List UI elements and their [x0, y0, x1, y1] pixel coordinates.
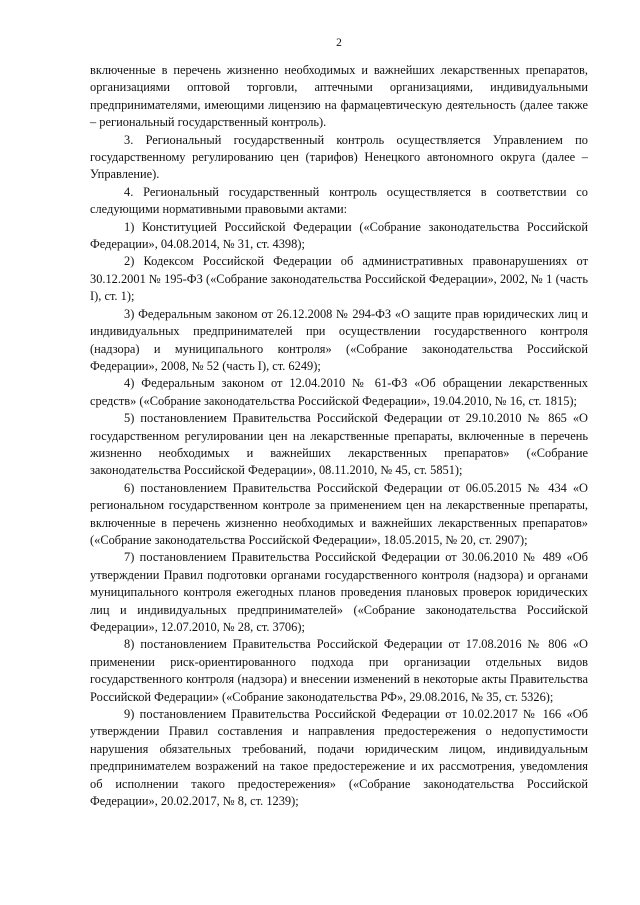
document-body	[90, 62, 588, 810]
list-item-8: 8) постановлением Правительства Российской Федерации от 17.08.2016 № 806 «О применении риск-ориентированного подхода при организации отдельных видов государственного контроля (надзора) и внесении изменений в некоторые акты Правительства Российской Федерации» («Собрание законодательства РФ», 29.08.2016, № 35, ст. 5326);	[90, 637, 588, 704]
page-number: 2	[336, 37, 342, 49]
list-item-4: 4) Федеральным законом от 12.04.2010 № 61-ФЗ «Об обращении лекарственных средств» («Собрание законодательства Российской Федерации», 19.04.2010, № 16, ст. 1815);	[90, 376, 588, 408]
paragraph-item-3: 3. Региональный государственный контроль осуществляется Управлением по государственному регулированию цен (тарифов) Ненецкого автономного округа (далее – Управление).	[90, 132, 588, 182]
list-item-6: 6) постановлением Правительства Российской Федерации от 06.05.2015 № 434 «О региональном государственном контроле за применением цен на лекарственные препараты, включенные в перечень жизненно необходимых и важнейших лекарственных препаратов» («Собрание законодательства Российской Федерации», 18.05.2015, № 20, ст. 2907);	[90, 480, 588, 547]
paragraph-continuation: включенные в перечень жизненно необходимых и важнейших лекарственных препаратов, организациями оптовой торговли, аптечными организациями, индивидуальными предпринимателями, имеющими лицензию на фармацевтическую деятельность (далее также – региональный государственный контроль).	[90, 63, 588, 130]
list-item-7: 7) постановлением Правительства Российской Федерации от 30.06.2010 № 489 «Об утверждении Правил подготовки органами государственного контроля (надзора) и органами муниципального контроля ежегодных планов проведения плановых проверок юридических лиц и индивидуальных предпринимателей» («Собрание законодательства Российской Федерации», 12.07.2010, № 28, ст. 3706);	[90, 550, 588, 634]
list-item-5: 5) постановлением Правительства Российской Федерации от 29.10.2010 № 865 «О государственном регулировании цен на лекарственные препараты, включенные в перечень жизненно необходимых и важнейших лекарственных препаратов» («Собрание законодательства Российской Федерации», 08.11.2010, № 45, ст. 5851);	[90, 411, 588, 478]
list-item-1: 1) Конституцией Российской Федерации («Собрание законодательства Российской Федерации», 04.08.2014, № 31, ст. 4398);	[90, 219, 588, 252]
list-item-2: 2) Кодексом Российской Федерации об административных правонарушениях от 30.12.2001 № 195-ФЗ («Собрание законодательства Российской Федерации», 2002, № 1 (часть I), ст. 1);	[90, 254, 588, 304]
list-item-9: 9) постановлением Правительства Российской Федерации от 10.02.2017 № 166 «Об утверждении Правил составления и направления предостережения о недопустимости нарушения обязательных требований, подачи юридическим лицом, индивидуальным предпринимателем возражений на такое предостережение и их рассмотрения, уведомления об исполнении такого предостережения» («Собрание законодательства Российской Федерации», 20.02.2017, № 8, ст. 1239);	[90, 707, 588, 809]
paragraph-item-4: 4. Региональный государственный контроль осуществляется в соответствии со следующими нормативными правовыми актами:	[90, 184, 588, 217]
list-item-3: 3) Федеральным законом от 26.12.2008 № 294-ФЗ «О защите прав юридических лиц и индивидуальных предпринимателей при осуществлении государственного контроля (надзора) и муниципального контроля» («Собрание законодательства Российской Федерации», 2008, № 52 (часть I), ст. 6249);	[90, 306, 588, 373]
